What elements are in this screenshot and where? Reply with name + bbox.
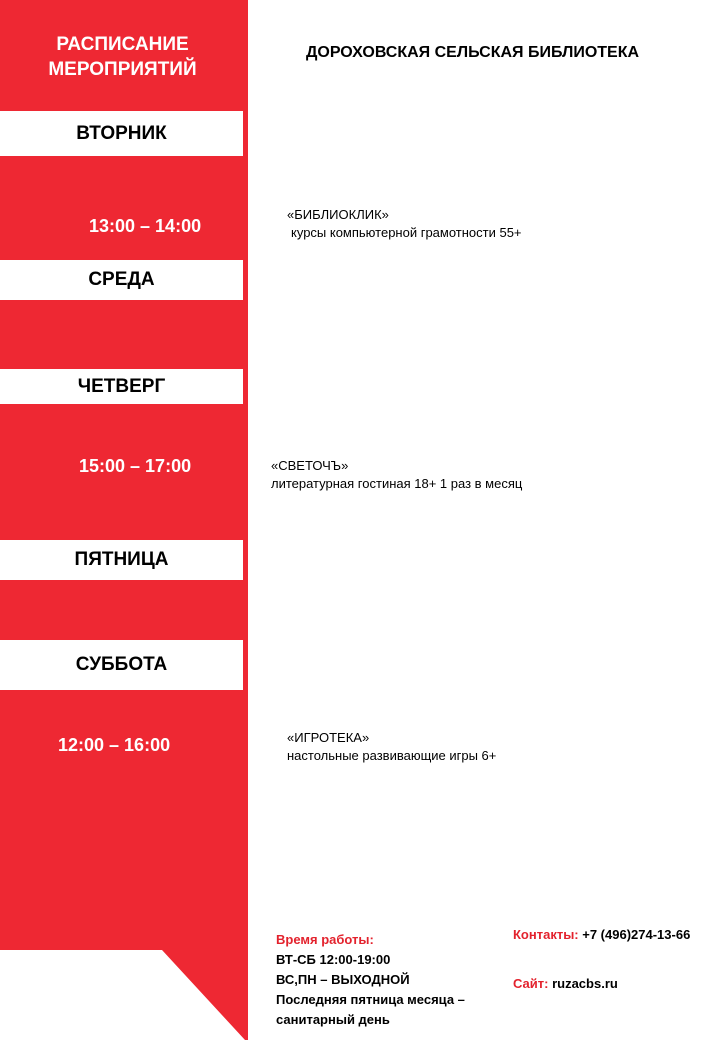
contacts: [513, 925, 690, 945]
day-friday: ПЯТНИЦА: [0, 540, 243, 580]
hours-off: ВС,ПН – ВЫХОДНОЙ: [276, 972, 410, 987]
working-hours: [276, 930, 465, 1030]
site: [513, 974, 618, 994]
site-link[interactable]: ruzacbs.ru: [548, 976, 618, 991]
event-tuesday: [287, 206, 522, 242]
hours-label: Время работы:: [276, 932, 374, 947]
day-wednesday: СРЕДА: [0, 260, 243, 300]
time-tuesday: 13:00 – 14:00: [89, 216, 202, 236]
time-saturday: 12:00 – 16:00: [58, 735, 171, 755]
site-label: Сайт:: [513, 976, 549, 991]
red-sidebar-background: [0, 0, 248, 1040]
day-thursday: ЧЕТВЕРГ: [0, 369, 243, 404]
event-description: настольные развивающие игры 6+: [287, 748, 497, 763]
event-description: литературная гостиная 18+ 1 раз в месяц: [271, 476, 523, 491]
schedule-title: РАСПИСАНИЕ МЕРОПРИЯТИЙ: [48, 34, 197, 80]
day-tuesday: ВТОРНИК: [0, 111, 243, 156]
time-thursday: 15:00 – 17:00: [79, 456, 192, 476]
event-name: «СВЕТОЧЪ»: [271, 458, 349, 473]
contacts-phone: +7 (496)274-13-66: [578, 927, 691, 942]
library-name: ДОРОХОВСКАЯ СЕЛЬСКАЯ БИБЛИОТЕКА: [306, 44, 640, 61]
contacts-label: Контакты:: [513, 927, 579, 942]
event-saturday: [287, 729, 496, 765]
sanitary-line-2: санитарный день: [276, 1012, 390, 1027]
event-name: «ИГРОТЕКА»: [287, 730, 370, 745]
event-name: «БИБЛИОКЛИК»: [287, 207, 389, 222]
hours-weekdays: ВТ-СБ 12:00-19:00: [276, 952, 391, 967]
sanitary-line-1: Последняя пятница месяца –: [276, 992, 465, 1007]
event-thursday: [271, 457, 522, 493]
event-description: курсы компьютерной грамотности 55+: [291, 225, 522, 240]
day-saturday: СУББОТА: [0, 640, 243, 690]
